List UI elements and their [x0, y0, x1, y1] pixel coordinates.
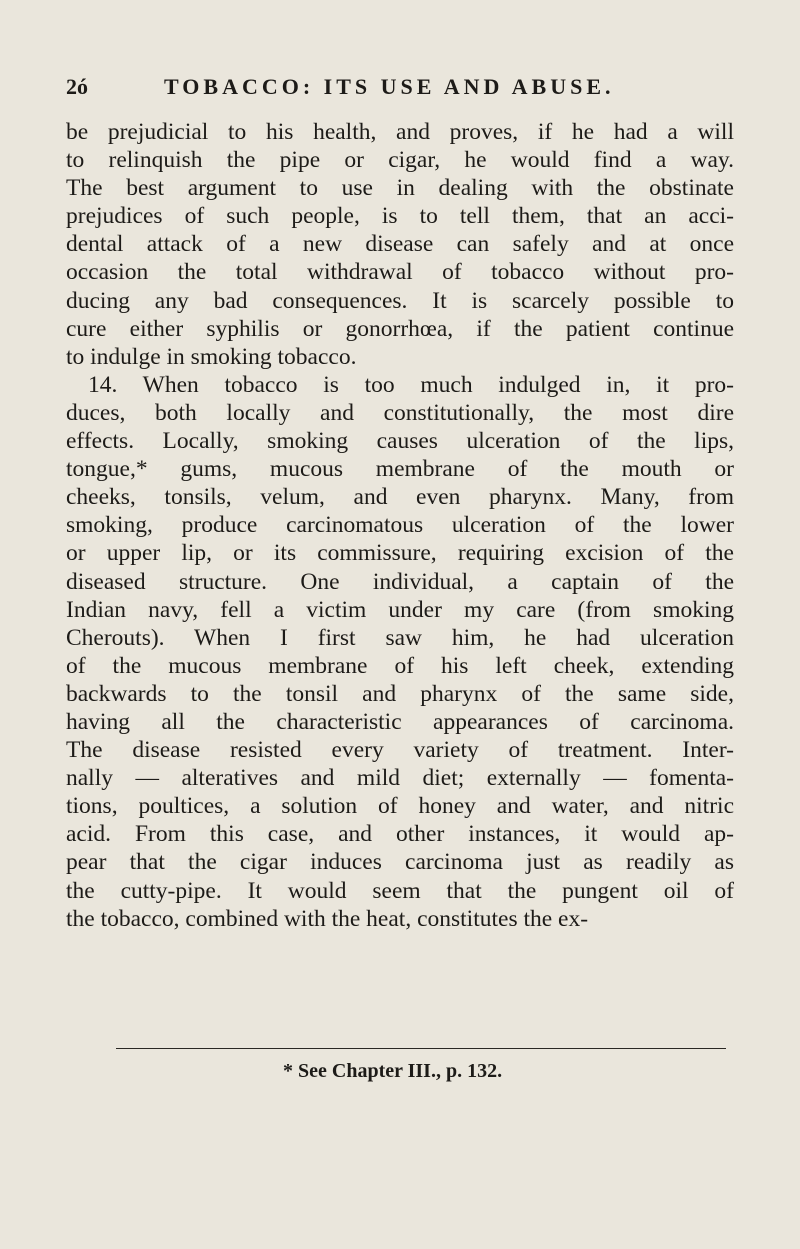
text-line: of the mucous membrane of his left cheek, extending: [66, 652, 734, 679]
text-line: The disease resisted every variety of treatment. Inter-: [66, 737, 734, 764]
text-line: to relinquish the pipe or cigar, he would find a way.: [66, 147, 734, 174]
text-line: tongue,* gums, mucous membrane of the mouth or: [66, 456, 734, 483]
text-line: ducing any bad consequences. It is scarcely possible to: [66, 287, 734, 314]
text-line: The best argument to use in dealing with the obstinate: [66, 175, 734, 202]
text-line: duces, both locally and constitutionally, the most dire: [66, 399, 734, 426]
running-header: [66, 74, 706, 100]
text-line: 14. When tobacco is too much indulged in, it pro-: [88, 371, 734, 398]
text-line: effects. Locally, smoking causes ulceration of the lips,: [66, 428, 734, 455]
footnote: * See Chapter III., p. 132.: [283, 1060, 503, 1082]
text-line: prejudices of such people, is to tell them, that an acci-: [66, 203, 734, 230]
body-text: [66, 118, 734, 933]
text-line: nally — alteratives and mild diet; externally — fomenta-: [66, 765, 734, 792]
footnote-rule: [116, 1048, 726, 1049]
text-line: to indulge in smoking tobacco.: [66, 343, 357, 370]
text-line: smoking, produce carcinomatous ulceration of the lower: [66, 512, 734, 539]
text-line: diseased structure. One individual, a captain of the: [66, 568, 734, 595]
text-line: cheeks, tonsils, velum, and even pharynx. Many, from: [66, 484, 734, 511]
text-line: having all the characteristic appearances of carcinoma.: [66, 708, 734, 735]
text-line: dental attack of a new disease can safely and at once: [66, 231, 734, 258]
text-line: or upper lip, or its commissure, requiring excision of the: [66, 540, 734, 567]
running-title: TOBACCO: ITS USE AND ABUSE.: [164, 74, 615, 99]
text-line: tions, poultices, a solution of honey and water, and nitric: [66, 793, 734, 820]
text-line: the tobacco, combined with the heat, constitutes the ex-: [66, 905, 589, 932]
text-line: be prejudicial to his health, and proves, if he had a will: [66, 119, 734, 145]
text-line: Cherouts). When I first saw him, he had ulceration: [66, 624, 734, 651]
page-number: 2ó: [66, 74, 88, 99]
text-line: pear that the cigar induces carcinoma just as readily as: [66, 849, 734, 876]
text-line: cure either syphilis or gonorrhœa, if the patient continue: [66, 315, 734, 342]
text-line: acid. From this case, and other instances, it would ap-: [66, 821, 734, 848]
text-line: Indian navy, fell a victim under my care (from smoking: [66, 596, 734, 623]
text-line: the cutty-pipe. It would seem that the pungent oil of: [66, 877, 734, 904]
text-line: occasion the total withdrawal of tobacco without pro-: [66, 259, 734, 286]
text-line: backwards to the tonsil and pharynx of the same side,: [66, 680, 734, 707]
